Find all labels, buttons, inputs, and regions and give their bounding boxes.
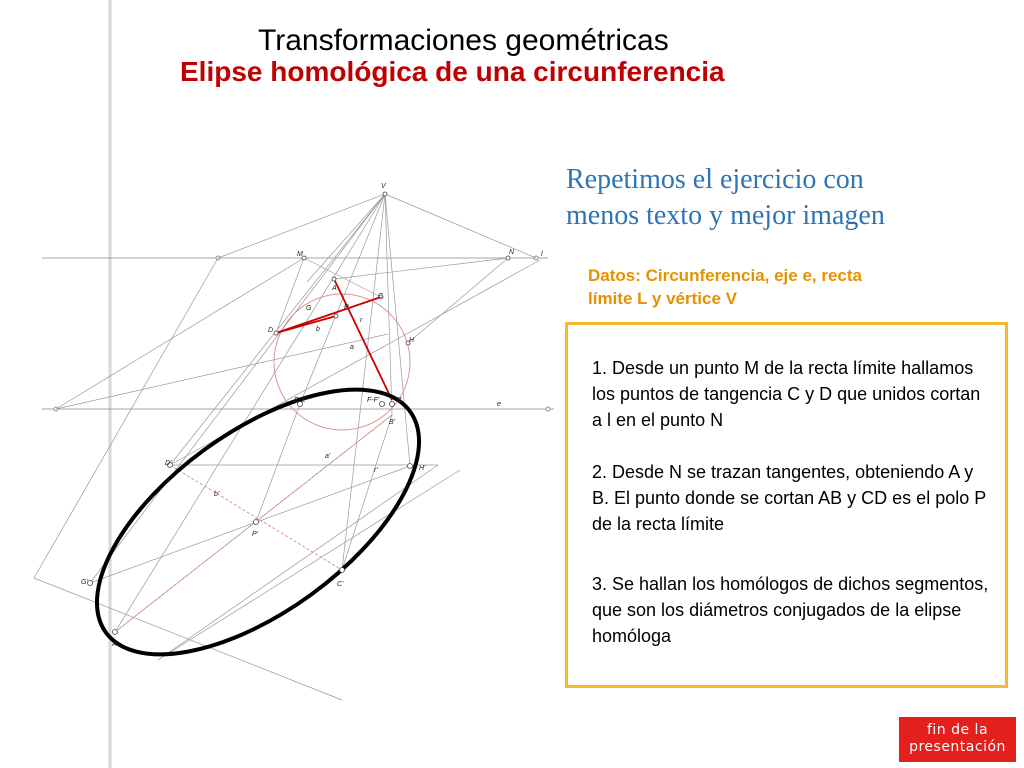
end-button-line-2: presentación xyxy=(909,739,1006,755)
svg-text:V: V xyxy=(381,183,386,190)
data-line-1: Datos: Circunferencia, eje e, recta xyxy=(588,266,863,285)
svg-text:A': A' xyxy=(112,641,119,648)
svg-text:A: A xyxy=(332,285,337,292)
data-statement xyxy=(588,264,978,310)
end-presentation-button[interactable] xyxy=(899,717,1016,762)
svg-text:B': B' xyxy=(389,419,396,426)
diagram-labels xyxy=(81,183,543,648)
step-2-text: 2. Desde N se trazan tangentes, obteniendo A y B. El punto donde se cortan AB y CD es el polo P de la recta límite xyxy=(592,462,986,534)
svg-text:l: l xyxy=(541,251,543,258)
svg-text:B: B xyxy=(397,397,402,404)
intro-line-1: Repetimos el ejercicio con xyxy=(566,164,864,195)
data-line-2: límite L y vértice V xyxy=(588,289,737,308)
svg-text:C': C' xyxy=(337,581,344,588)
svg-text:a: a xyxy=(350,344,354,351)
end-button-line-1: fin de la xyxy=(926,722,989,738)
step-1-text: 1. Desde un punto M de la recta límite hallamos los puntos de tangencia C y D que unidos cortan a l en el punto N xyxy=(592,358,981,430)
svg-text:G': G' xyxy=(81,579,88,586)
intro-text xyxy=(566,162,986,234)
page-title: Transformaciones geométricas xyxy=(258,24,669,57)
svg-text:E-E': E-E' xyxy=(294,397,308,404)
svg-text:b': b' xyxy=(214,491,220,498)
intro-line-2: menos texto y mejor imagen xyxy=(566,200,885,231)
step-3-text: 3. Se hallan los homólogos de dichos segmentos, que son los diámetros conjugados de la elipse homóloga xyxy=(592,574,989,646)
svg-text:H': H' xyxy=(419,465,426,472)
svg-text:a': a' xyxy=(325,453,331,460)
svg-text:D: D xyxy=(268,327,274,334)
reference-endpoints xyxy=(54,256,550,411)
svg-text:D': D' xyxy=(165,460,172,467)
circle-diameters xyxy=(276,279,392,400)
svg-text:F-F': F-F' xyxy=(367,397,380,404)
reference-lines xyxy=(42,258,554,409)
svg-text:e: e xyxy=(497,401,501,408)
svg-text:C: C xyxy=(378,293,384,300)
steps-panel xyxy=(565,322,1008,688)
construction-lines xyxy=(34,194,540,700)
svg-text:M: M xyxy=(297,251,303,258)
svg-text:r': r' xyxy=(374,467,378,474)
svg-text:P': P' xyxy=(252,531,259,538)
svg-text:b: b xyxy=(316,326,320,333)
svg-text:N: N xyxy=(509,249,515,256)
original-circle xyxy=(274,294,410,430)
page-subtitle: Elipse homológica de una circunferencia xyxy=(180,56,725,87)
svg-text:H: H xyxy=(409,337,415,344)
svg-text:P: P xyxy=(344,304,349,311)
svg-text:r: r xyxy=(360,317,363,324)
svg-text:G: G xyxy=(306,305,312,312)
